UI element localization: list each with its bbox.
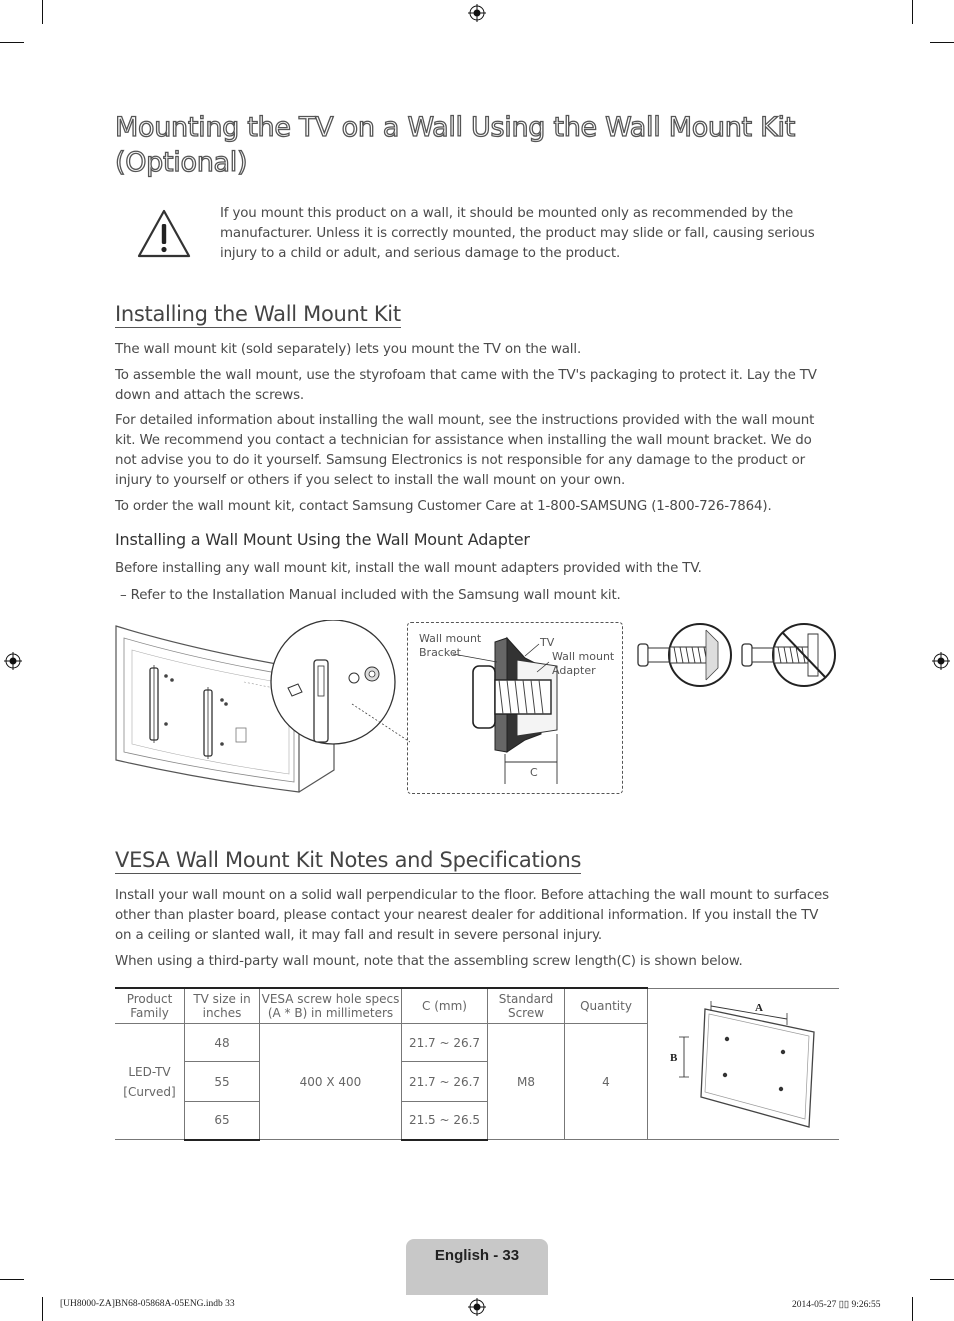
vesa-label-b: B <box>669 1051 677 1064</box>
paragraph: When using a third-party wall mount, note that the assembling screw length(C) is shown below. <box>115 954 743 969</box>
header-quantity: Quantity <box>565 988 648 1024</box>
label-wall-mount-bracket: Wall mount Bracket <box>419 632 482 659</box>
registration-mark-icon <box>468 1298 486 1316</box>
correct-screw-icon <box>634 620 734 690</box>
table-header-row <box>115 988 839 1024</box>
page-title: Mounting the TV on a Wall Using the Wall Mount Kit (Optional) <box>115 112 796 178</box>
label-wall-mount-adapter: Wall mount Adapter <box>552 650 615 677</box>
paragraph: For detailed information about installing the wall mount, see the instructions provided with the wall mount kit. We recommend you contact a technician for assistance when installing the wall mount bracket. We do not advise you to do it yourself. Samsung Electronics is not responsible for any damage to the product or injury to yourself or others if you select to install the wall mount on your own. <box>115 413 815 488</box>
paragraph: To order the wall mount kit, contact Samsung Customer Care at 1-800-SAMSUNG (1-800-726-7864). <box>115 499 772 514</box>
note: – Refer to the Installation Manual included with the Samsung wall mount kit. <box>120 588 621 603</box>
crop-mark <box>930 42 954 43</box>
crop-mark <box>912 1297 913 1321</box>
header-vesa-specs: VESA screw hole specs (A * B) in millimeters <box>260 988 402 1024</box>
paragraph: Install your wall mount on a solid wall perpendicular to the floor. Before attaching the wall mount to surfaces other than plaster board, please contact your nearest dealer for additional information. If you install the TV on a ceiling or slanted wall, it may fall and result in severe personal injury. <box>115 888 829 943</box>
incorrect-screw-icon <box>738 620 838 690</box>
vesa-hole-pattern-illustration <box>649 989 839 1139</box>
cell-product-family: LED-TV [Curved] <box>115 1024 185 1140</box>
warning-triangle-icon <box>136 208 192 260</box>
vesa-spec-table <box>115 987 839 1141</box>
cell-c-mm: 21.5 ~ 26.5 <box>402 1102 488 1140</box>
cell-c-mm: 21.7 ~ 26.7 <box>402 1062 488 1102</box>
vesa-diagram-cell <box>648 988 840 1140</box>
crop-mark <box>42 0 43 24</box>
registration-mark-icon <box>4 652 22 670</box>
crop-mark <box>912 0 913 24</box>
cell-vesa: 400 X 400 <box>260 1024 402 1140</box>
label-tv: TV <box>540 636 555 649</box>
crop-mark <box>42 1297 43 1321</box>
crop-mark <box>0 1279 24 1280</box>
zoom-detail-illustration <box>268 620 410 800</box>
print-slug-left: [UH8000-ZA]BN68-05868A-05ENG.indb 33 <box>60 1299 235 1309</box>
crop-mark <box>930 1279 954 1280</box>
header-product-family: Product Family <box>115 988 185 1024</box>
page-number: English - 33 <box>434 1247 520 1264</box>
cell-screw: M8 <box>488 1024 565 1140</box>
warning-text: If you mount this product on a wall, it should be mounted only as recommended by the manufacturer. Unless it is correctly mounted, the product may slide or fall, causing serious injury to a child or adult, and serious damage to the product. <box>220 206 815 261</box>
cell-tv-size: 65 <box>185 1102 260 1140</box>
label-c: C <box>530 766 538 779</box>
paragraph: Before installing any wall mount kit, install the wall mount adapters provided with the TV. <box>115 561 702 576</box>
cell-tv-size: 55 <box>185 1062 260 1102</box>
cell-quantity: 4 <box>565 1024 648 1140</box>
crop-mark <box>0 42 24 43</box>
section-heading-vesa: VESA Wall Mount Kit Notes and Specifications <box>115 848 582 872</box>
vesa-label-a: A <box>754 1001 763 1014</box>
header-tv-size: TV size in inches <box>185 988 260 1024</box>
section-heading-installing: Installing the Wall Mount Kit <box>115 302 401 326</box>
cell-tv-size: 48 <box>185 1024 260 1062</box>
subsection-heading-adapter: Installing a Wall Mount Using the Wall Mount Adapter <box>115 530 530 549</box>
registration-mark-icon <box>468 4 486 22</box>
registration-mark-icon <box>932 652 950 670</box>
print-slug-right: 2014-05-27 ▯▯ 9:26:55 <box>792 1300 881 1310</box>
paragraph: The wall mount kit (sold separately) lets you mount the TV on the wall. <box>115 342 582 357</box>
header-c-mm: C (mm) <box>402 988 488 1024</box>
cell-c-mm: 21.7 ~ 26.7 <box>402 1024 488 1062</box>
paragraph: To assemble the wall mount, use the styrofoam that came with the TV's packaging to protect it. Lay the TV down and attach the screws. <box>115 368 817 403</box>
header-standard-screw: Standard Screw <box>488 988 565 1024</box>
